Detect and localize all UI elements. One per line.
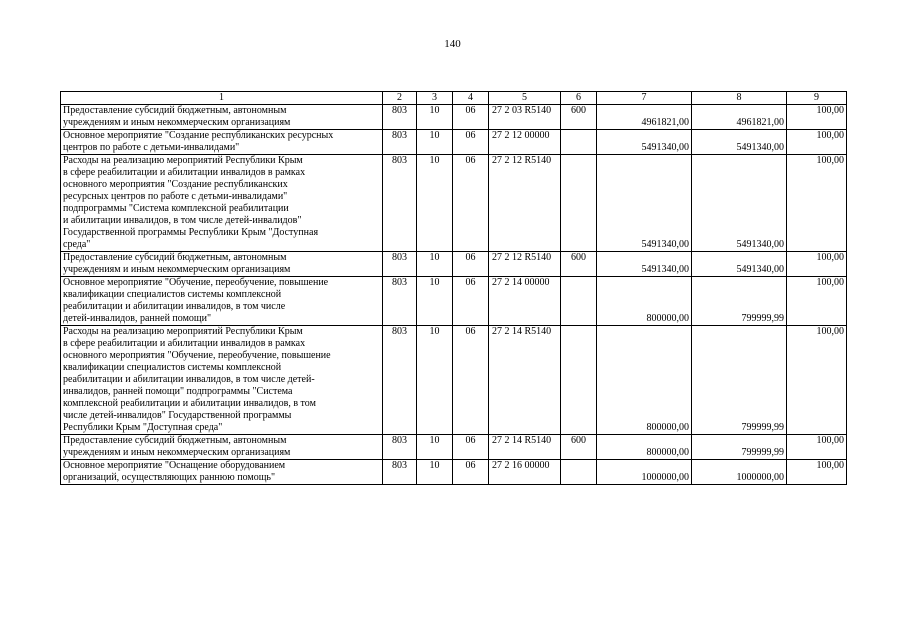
planned-amount-cell: 800000,00 [597, 277, 692, 326]
expense-type-cell: 600 [561, 252, 597, 277]
expense-name-cell: Предоставление субсидий бюджетным, автономным учреждениям и иным некоммерческим организациям [61, 435, 383, 460]
page-number: 140 [444, 38, 461, 50]
ministry-code-cell: 803 [383, 326, 417, 435]
expense-type-cell [561, 130, 597, 155]
budget-table [60, 91, 847, 485]
table-row [61, 105, 847, 130]
table-header [61, 92, 847, 105]
target-article-cell: 27 2 12 R5140 [489, 155, 561, 252]
planned-amount-cell: 1000000,00 [597, 460, 692, 485]
column-header: 6 [561, 92, 597, 105]
expense-name-cell: Предоставление субсидий бюджетным, автономным учреждениям и иным некоммерческим организациям [61, 105, 383, 130]
subsection-code-cell: 06 [453, 130, 489, 155]
subsection-code-cell: 06 [453, 435, 489, 460]
planned-amount-cell: 5491340,00 [597, 252, 692, 277]
column-header: 8 [692, 92, 787, 105]
expense-name-cell: Предоставление субсидий бюджетным, автономным учреждениям и иным некоммерческим организациям [61, 252, 383, 277]
ministry-code-cell: 803 [383, 277, 417, 326]
actual-amount-cell: 799999,99 [692, 326, 787, 435]
execution-percent-cell: 100,00 [787, 460, 847, 485]
subsection-code-cell: 06 [453, 277, 489, 326]
column-header: 2 [383, 92, 417, 105]
subsection-code-cell: 06 [453, 105, 489, 130]
table-row [61, 130, 847, 155]
table-body [61, 105, 847, 485]
table-row [61, 460, 847, 485]
expense-type-cell: 600 [561, 435, 597, 460]
expense-name-cell: Расходы на реализацию мероприятий Республики Крым в сфере реабилитации и абилитации инвалидов в рамках основного мероприятия "Создание республиканских ресурсных центров по работе с детьми-инвалидами" подпрограммы "Система комплексной реабилитации и абилитации инвалидов, в том числе детей-инвалидов" Государственной программы Республики Крым "Доступная среда" [61, 155, 383, 252]
section-code-cell: 10 [417, 252, 453, 277]
actual-amount-cell: 1000000,00 [692, 460, 787, 485]
planned-amount-cell: 5491340,00 [597, 130, 692, 155]
actual-amount-cell: 799999,99 [692, 435, 787, 460]
target-article-cell: 27 2 03 R5140 [489, 105, 561, 130]
ministry-code-cell: 803 [383, 130, 417, 155]
target-article-cell: 27 2 14 00000 [489, 277, 561, 326]
execution-percent-cell: 100,00 [787, 130, 847, 155]
column-header: 1 [61, 92, 383, 105]
target-article-cell: 27 2 12 00000 [489, 130, 561, 155]
planned-amount-cell: 4961821,00 [597, 105, 692, 130]
section-code-cell: 10 [417, 155, 453, 252]
target-article-cell: 27 2 14 R5140 [489, 435, 561, 460]
subsection-code-cell: 06 [453, 326, 489, 435]
table-row [61, 435, 847, 460]
column-header: 5 [489, 92, 561, 105]
expense-type-cell [561, 277, 597, 326]
table-row [61, 277, 847, 326]
expense-name-cell: Основное мероприятие "Создание республиканских ресурсных центров по работе с детьми-инвалидами" [61, 130, 383, 155]
actual-amount-cell: 5491340,00 [692, 130, 787, 155]
execution-percent-cell: 100,00 [787, 105, 847, 130]
header-row [61, 92, 847, 105]
actual-amount-cell: 5491340,00 [692, 155, 787, 252]
expense-type-cell [561, 155, 597, 252]
execution-percent-cell: 100,00 [787, 326, 847, 435]
execution-percent-cell: 100,00 [787, 277, 847, 326]
execution-percent-cell: 100,00 [787, 155, 847, 252]
expense-name-cell: Основное мероприятие "Оснащение оборудованием организаций, осуществляющих раннюю помощь" [61, 460, 383, 485]
actual-amount-cell: 5491340,00 [692, 252, 787, 277]
ministry-code-cell: 803 [383, 252, 417, 277]
expense-type-cell [561, 460, 597, 485]
target-article-cell: 27 2 12 R5140 [489, 252, 561, 277]
table-row [61, 155, 847, 252]
actual-amount-cell: 4961821,00 [692, 105, 787, 130]
target-article-cell: 27 2 14 R5140 [489, 326, 561, 435]
execution-percent-cell: 100,00 [787, 252, 847, 277]
expense-type-cell [561, 326, 597, 435]
section-code-cell: 10 [417, 435, 453, 460]
execution-percent-cell: 100,00 [787, 435, 847, 460]
section-code-cell: 10 [417, 105, 453, 130]
column-header: 7 [597, 92, 692, 105]
target-article-cell: 27 2 16 00000 [489, 460, 561, 485]
ministry-code-cell: 803 [383, 435, 417, 460]
planned-amount-cell: 800000,00 [597, 435, 692, 460]
ministry-code-cell: 803 [383, 105, 417, 130]
actual-amount-cell: 799999,99 [692, 277, 787, 326]
subsection-code-cell: 06 [453, 252, 489, 277]
column-header: 4 [453, 92, 489, 105]
column-header: 9 [787, 92, 847, 105]
expense-type-cell: 600 [561, 105, 597, 130]
subsection-code-cell: 06 [453, 155, 489, 252]
column-header: 3 [417, 92, 453, 105]
section-code-cell: 10 [417, 130, 453, 155]
ministry-code-cell: 803 [383, 155, 417, 252]
table-row [61, 252, 847, 277]
ministry-code-cell: 803 [383, 460, 417, 485]
section-code-cell: 10 [417, 277, 453, 326]
section-code-cell: 10 [417, 326, 453, 435]
expense-name-cell: Основное мероприятие "Обучение, переобучение, повышение квалификации специалистов системы комплексной реабилитации и абилитации инвалидов, в том числе детей-инвалидов, ранней помощи" [61, 277, 383, 326]
expense-name-cell: Расходы на реализацию мероприятий Республики Крым в сфере реабилитации и абилитации инвалидов в рамках основного мероприятия "Обучение, переобучение, повышение квалификации специалистов системы комплексной реабилитации и абилитации инвалидов, в том числе детей- инвалидов, ранней помощи" подпрограммы "Система комплексной реабилитации и абилитации инвалидов, в том числе детей-инвалидов" Государственной программы Республики Крым "Доступная среда" [61, 326, 383, 435]
subsection-code-cell: 06 [453, 460, 489, 485]
table-row [61, 326, 847, 435]
planned-amount-cell: 5491340,00 [597, 155, 692, 252]
section-code-cell: 10 [417, 460, 453, 485]
planned-amount-cell: 800000,00 [597, 326, 692, 435]
